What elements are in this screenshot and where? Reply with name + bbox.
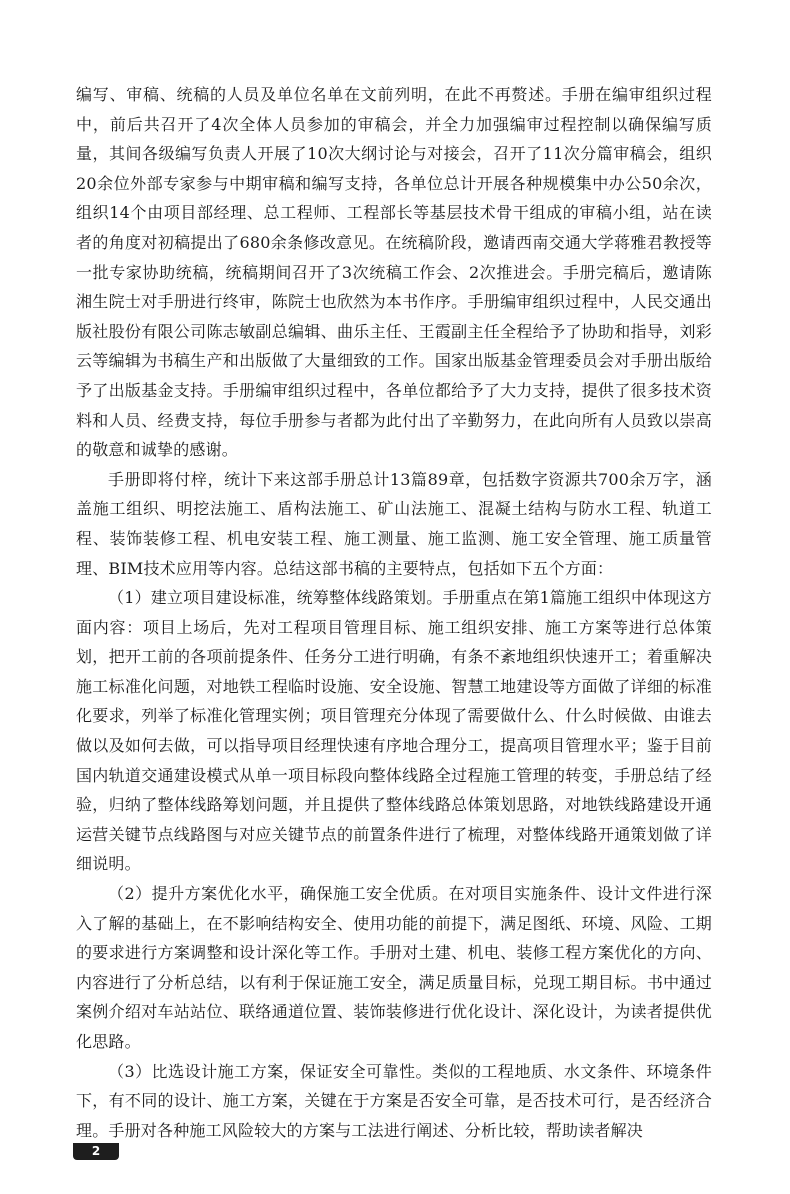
body-text xyxy=(76,80,712,1145)
paragraph-4: （2）提升方案优化水平，确保施工安全优质。在对项目实施条件、设计文件进行深入了解的基础上，在不影响结构安全、使用功能的前提下，满足图纸、环境、风险、工期的要求进行方案调整和设计深化等工作。手册对土建、机电、装修工程方案优化的方向、内容进行了分析总结，以有利于保证施工安全，满足质量目标，兑现工期目标。书中通过案例介绍对车站站位、联络通道位置、装饰装修进行优化设计、深化设计，为读者提供优化思路。 xyxy=(76,884,712,1051)
page-number-tab xyxy=(73,1143,119,1160)
paragraph-3: （1）建立项目建设标准，统筹整体线路策划。手册重点在第1篇施工组织中体现这方面内容：项目上场后，先对工程项目管理目标、施工组织安排、施工方案等进行总体策划，把开工前的各项前提条件、任务分工进行明确，有条不紊地组织快速开工；着重解决施工标准化问题，对地铁工程临时设施、安全设施、智慧工地建设等方面做了详细的标准化要求，列举了标准化管理实例；项目管理充分体现了需要做什么、什么时候做、由谁去做以及如何去做，可以指导项目经理快速有序地合理分工，提高项目管理水平；鉴于目前国内轨道交通建设模式从单一项目标段向整体线路全过程施工管理的转变，手册总结了经验，归纳了整体线路筹划问题，并且提供了整体线路总体策划思路，对地铁线路建设开通运营关键节点线路图与对应关键节点的前置条件进行了梳理，对整体线路开通策划做了详细说明。 xyxy=(76,588,712,874)
paragraph-2: 手册即将付梓，统计下来这部手册总计13篇89章，包括数字资源共700余万字，涵盖施工组织、明挖法施工、盾构法施工、矿山法施工、混凝土结构与防水工程、轨道工程、装饰装修工程、机电安装工程、施工测量、施工监测、施工安全管理、施工质量管理、BIM技术应用等内容。总结这部书稿的主要特点，包括如下五个方面： xyxy=(76,469,712,578)
paragraph-1: 编写、审稿、统稿的人员及单位名单在文前列明，在此不再赘述。手册在编审组织过程中，前后共召开了4次全体人员参加的审稿会，并全力加强编审过程控制以确保编写质量，其间各级编写负责人开展了10次大纲讨论与对接会，召开了11次分篇审稿会，组织20余位外部专家参与中期审稿和编写支持，各单位总计开展各种规模集中办公50余次，组织14个由项目部经理、总工程师、工程部长等基层技术骨干组成的审稿小组，站在读者的角度对初稿提出了680余条修改意见。在统稿阶段，邀请西南交通大学蒋雅君教授等一批专家协助统稿，统稿期间召开了3次统稿工作会、2次推进会。手册完稿后，邀请陈湘生院士对手册进行终审，陈院士也欣然为本书作序。手册编审组织过程中，人民交通出版社股份有限公司陈志敏副总编辑、曲乐主任、王霞副主任全程给予了协助和指导，刘彩云等编辑为书稿生产和出版做了大量细致的工作。国家出版基金管理委员会对手册出版给予了出版基金支持。手册编审组织过程中，各单位都给予了大力支持，提供了很多技术资料和人员、经费支持，每位手册参与者都为此付出了辛勤努力，在此向所有人员致以崇高的敬意和诚挚的感谢。 xyxy=(76,85,712,460)
paragraph-5: （3）比选设计施工方案，保证安全可靠性。类似的工程地质、水文条件、环境条件下，有不同的设计、施工方案，关键在于方案是否安全可靠，是否技术可行，是否经济合理。手册对各种施工风险较大的方案与工法进行阐述、分析比较，帮助读者解决 xyxy=(76,1061,712,1140)
page-number: 2 xyxy=(91,1144,101,1158)
